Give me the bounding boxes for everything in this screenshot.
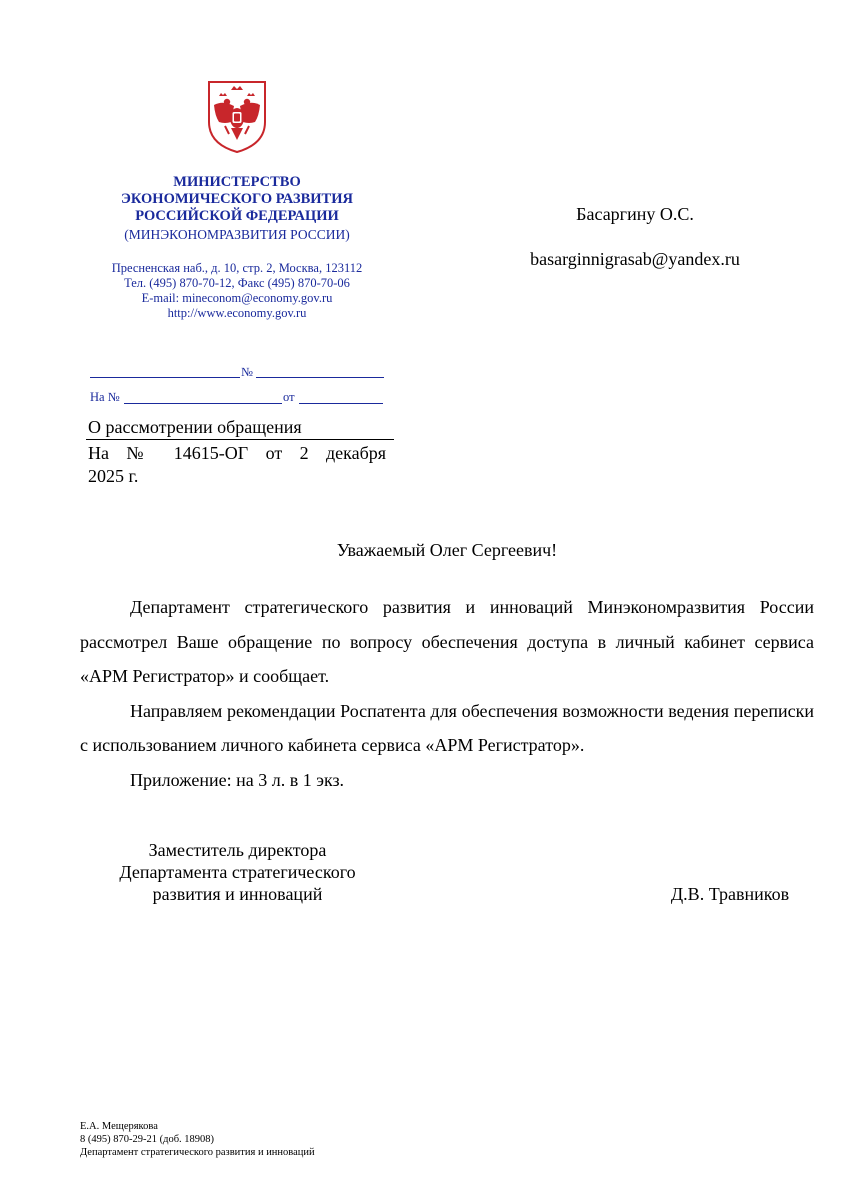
executor-department: Департамент стратегического развития и инноваций	[80, 1147, 315, 1158]
signatory-position-line: Заместитель директора	[148, 840, 327, 860]
reg-date-line	[90, 377, 240, 378]
letter-subject: О рассмотрении обращения	[88, 417, 302, 437]
ministry-name-line: РОССИЙСКОЙ ФЕДЕРАЦИИ	[135, 208, 339, 224]
ref-word: 2	[299, 443, 309, 463]
reg-number-sign: №	[241, 365, 253, 379]
addressee-name: Басаргину О.С.	[576, 204, 694, 224]
reply-number-line	[124, 403, 282, 404]
executor-name: Е.А. Мещерякова	[80, 1121, 158, 1132]
signatory-position-line: развития и инноваций	[152, 884, 323, 904]
ref-word: декабря	[325, 443, 387, 463]
russian-coat-of-arms-icon	[205, 78, 269, 154]
reg-number-line	[256, 377, 384, 378]
ref-word: №	[126, 443, 157, 463]
reference-date: 2025 г.	[88, 466, 139, 486]
reference-line	[88, 442, 386, 465]
signatory-position	[80, 839, 395, 905]
salutation: Уважаемый Олег Сергеевич!	[336, 540, 558, 560]
signatory-position-line: Департамента стратегического	[119, 862, 356, 882]
ref-word: 14615-ОГ	[173, 443, 249, 463]
reply-from-label: от	[283, 390, 295, 404]
executor-phone: 8 (495) 870-29-21 (доб. 18908)	[80, 1134, 215, 1145]
body-paragraph: Направляем рекомендации Роспатента для обеспечения возможности ведения переписки с использованием личного кабинета сервиса «АРМ Регистратор».	[80, 700, 814, 755]
ministry-website: http://www.economy.gov.ru	[167, 306, 307, 320]
ref-word: от	[265, 443, 283, 463]
ministry-contacts	[80, 261, 394, 321]
subject-underline	[86, 439, 394, 440]
ministry-abbreviation: (МИНЭКОНОМРАЗВИТИЯ РОССИИ)	[124, 227, 350, 242]
reply-date-line	[299, 403, 383, 404]
ref-word: На	[88, 443, 109, 463]
attachment-note: Приложение: на 3 л. в 1 экз.	[130, 769, 345, 790]
signatory-name: Д.В. Травников	[670, 884, 790, 904]
ministry-name-line: ЭКОНОМИЧЕСКОГО РАЗВИТИЯ	[121, 191, 353, 207]
addressee-email: basarginnigrasab@yandex.ru	[530, 249, 740, 269]
letter-body	[80, 590, 814, 797]
ministry-name	[80, 174, 394, 225]
ministry-email: E-mail: mineconom@economy.gov.ru	[141, 291, 333, 305]
ministry-name-line: МИНИСТЕРСТВО	[173, 174, 301, 190]
ministry-address: Пресненская наб., д. 10, стр. 2, Москва, 123112	[111, 261, 363, 275]
ministry-phone: Тел. (495) 870-70-12, Факс (495) 870-70-06	[124, 276, 350, 290]
body-paragraph: Департамент стратегического развития и инноваций Минэкономразвития России рассмотрел Ваше обращение по вопросу обеспечения доступа в личный кабинет сервиса «АРМ Регистратор» и сообщает.	[80, 597, 814, 686]
executor-info	[80, 1120, 315, 1159]
reply-number-label: На №	[90, 390, 120, 404]
